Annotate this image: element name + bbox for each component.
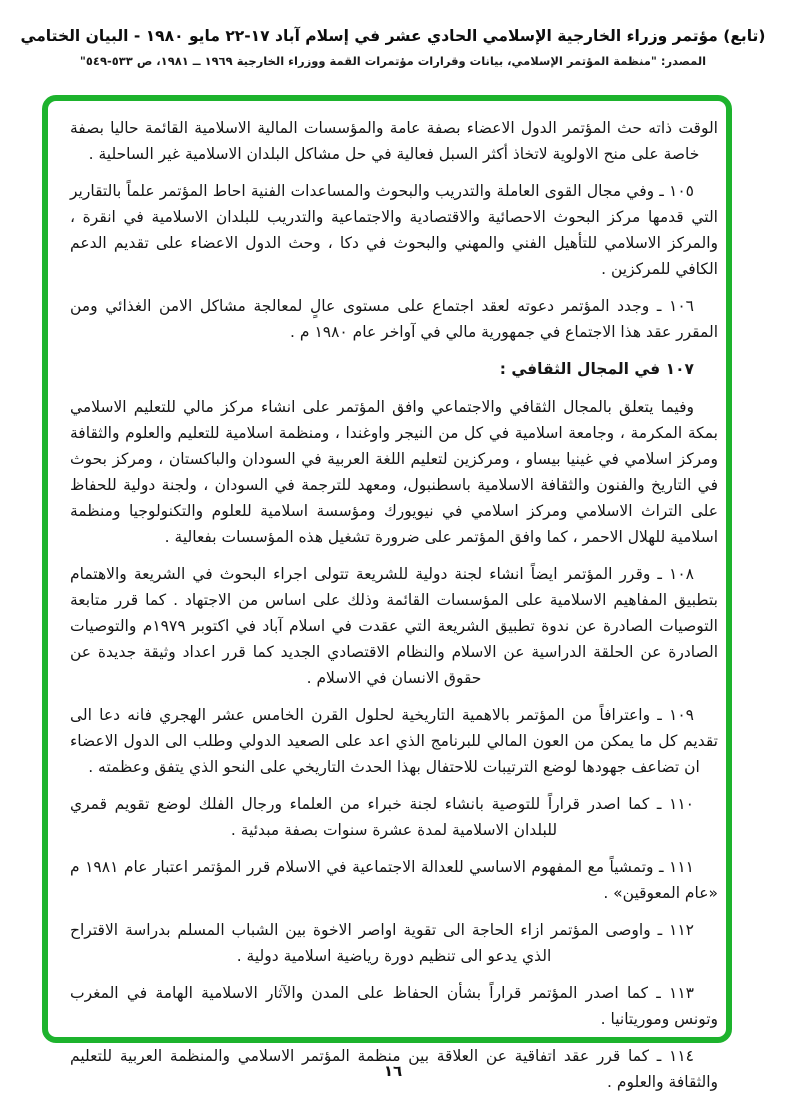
- paragraph: وفيما يتعلق بالمجال الثقافي والاجتماعي وافق المؤتمر على انشاء مركز مالي للتعليم الاسلامي بمكة المكرمة ، وجامعة اسلامية في كل من النيجر واوغندا ، ومنظمة اسلامية للتعليم والعلوم والثقافة ومركز اسلامي في غينيا بيساو ، ومركزين لتعليم اللغة العربية في السودان والباكستان ، ومركز بحوث في التاريخ والفنون والثقافة الاسلامية باسطنبول، ومعهد للترجمة في السودان ، ولجنة دولية للحفاظ على التراث الاسلامي ومركز اسلامي في نيويورك ومؤسسة اسلامية للعلوم والتكنولوجيا ومنظمة اسلامية للهلال الاحمر ، كما وافق المؤتمر على ضرورة تشغيل هذه المؤسسات بفعالية .: [70, 398, 718, 546]
- paragraph: ١١٣ ـ كما اصدر المؤتمر قراراً بشأن الحفاظ على المدن والآثار الاسلامية الهامة في المغرب وتونس وموريتانيا .: [70, 984, 718, 1028]
- page-number: ١٦: [383, 1062, 403, 1080]
- paragraph: ١١١ ـ وتمشياً مع المفهوم الاساسي للعدالة الاجتماعية في الاسلام قرر المؤتمر اعتبار عام ١٩٨١ م «عام المعوقين» .: [70, 858, 718, 902]
- paragraph: ١٠٥ ـ وفي مجال القوى العاملة والتدريب والبحوث والمساعدات الفنية احاط المؤتمر علماً بالتقارير التي قدمها مركز البحوث الاحصائية والاقتصادية والاجتماعية والتدريب للبلدان الاسلامية في انقرة ، والمركز الاسلامي للتأهيل الفني والمهني والبحوث في دكا ، وحث الدول الاعضاء على تقديم الدعم الكافي للمركزين .: [70, 182, 718, 278]
- section-heading: ١٠٧ في المجال الثقافي :: [499, 360, 694, 378]
- source-citation: المصدر: "منظمة المؤتمر الإسلامي، بيانات وقرارات مؤتمرات القمة ووزراء الخارجية ١٩٦٩ ــ ١٩٨١، ص ٥٣٣-٥٤٩": [79, 54, 707, 68]
- page-footer: [0, 1062, 786, 1080]
- paragraph: ١٠٩ ـ واعترافاً من المؤتمر بالاهمية التاريخية لحلول القرن الخامس عشر الهجري فانه دعا الى تقديم كل ما يمكن من العون المالي للبرنامج الذي اعد على الصعيد الدولي وطلب الى الدول الاعضاء ان تضاعف جهودها لوضع الترتيبات للاحتفال بهذا الحدث التاريخي على النحو الذي يتفق وعظمته .: [70, 706, 718, 776]
- document-title: (تابع) مؤتمر وزراء الخارجية الإسلامي الحادي عشر في إسلام آباد ١٧-٢٢ مايو ١٩٨٠ - البيان الختامي: [20, 27, 766, 45]
- page-header: [0, 24, 786, 68]
- document-body-text: [70, 115, 718, 1095]
- paragraph: ١٠٨ ـ وقرر المؤتمر ايضاً انشاء لجنة دولية للشريعة تتولى اجراء البحوث في الشريعة والاهتمام بتطبيق المفاهيم الاسلامية على المؤسسات القائمة وذلك على اساس من الاجتهاد . كما قرر متابعة التوصيات الصادرة عن ندوة تطبيق الشريعة التي عقدت في اسلام آباد في اكتوبر ١٩٧٩م والتوصيات الصادرة عن الحلقة الدراسية عن الاسلام والنظام الاقتصادي الجديد كما قرر اعداد وثيقة جديدة عن حقوق الانسان في الاسلام .: [70, 565, 718, 687]
- paragraph: ١١٠ ـ كما اصدر قراراً للتوصية بانشاء لجنة خبراء من العلماء ورجال الفلك لوضع تقويم قمري للبلدان الاسلامية لمدة عشرة سنوات بصفة مبدئية .: [70, 795, 694, 839]
- paragraph: الوقت ذاته حث المؤتمر الدول الاعضاء بصفة عامة والمؤسسات المالية الاسلامية القائمة حاليا بصفة خاصة على منح الاولوية لاتخاذ أكثر السبل فعالية في حل مشاكل البلدان الاسلامية غير الساحلية .: [70, 119, 718, 163]
- paragraph: ١١٢ ـ واوصى المؤتمر ازاء الحاجة الى تقوية اواصر الاخوة بين الشباب المسلم بدراسة الاقتراح الذي يدعو الى تنظيم دورة رياضية اسلامية دولية .: [70, 921, 694, 965]
- paragraph: ١١٤ ـ كما قرر عقد اتفاقية عن العلاقة بين منظمة المؤتمر الاسلامي والمنظمة العربية للتعليم والثقافة والعلوم .: [70, 1047, 718, 1091]
- paragraph: ١٠٦ ـ وجدد المؤتمر دعوته لعقد اجتماع على مستوى عالٍ لمعالجة مشاكل الامن الغذائي ومن المقرر عقد هذا الاجتماع في جمهورية مالي في آواخر عام ١٩٨٠ م .: [70, 297, 718, 341]
